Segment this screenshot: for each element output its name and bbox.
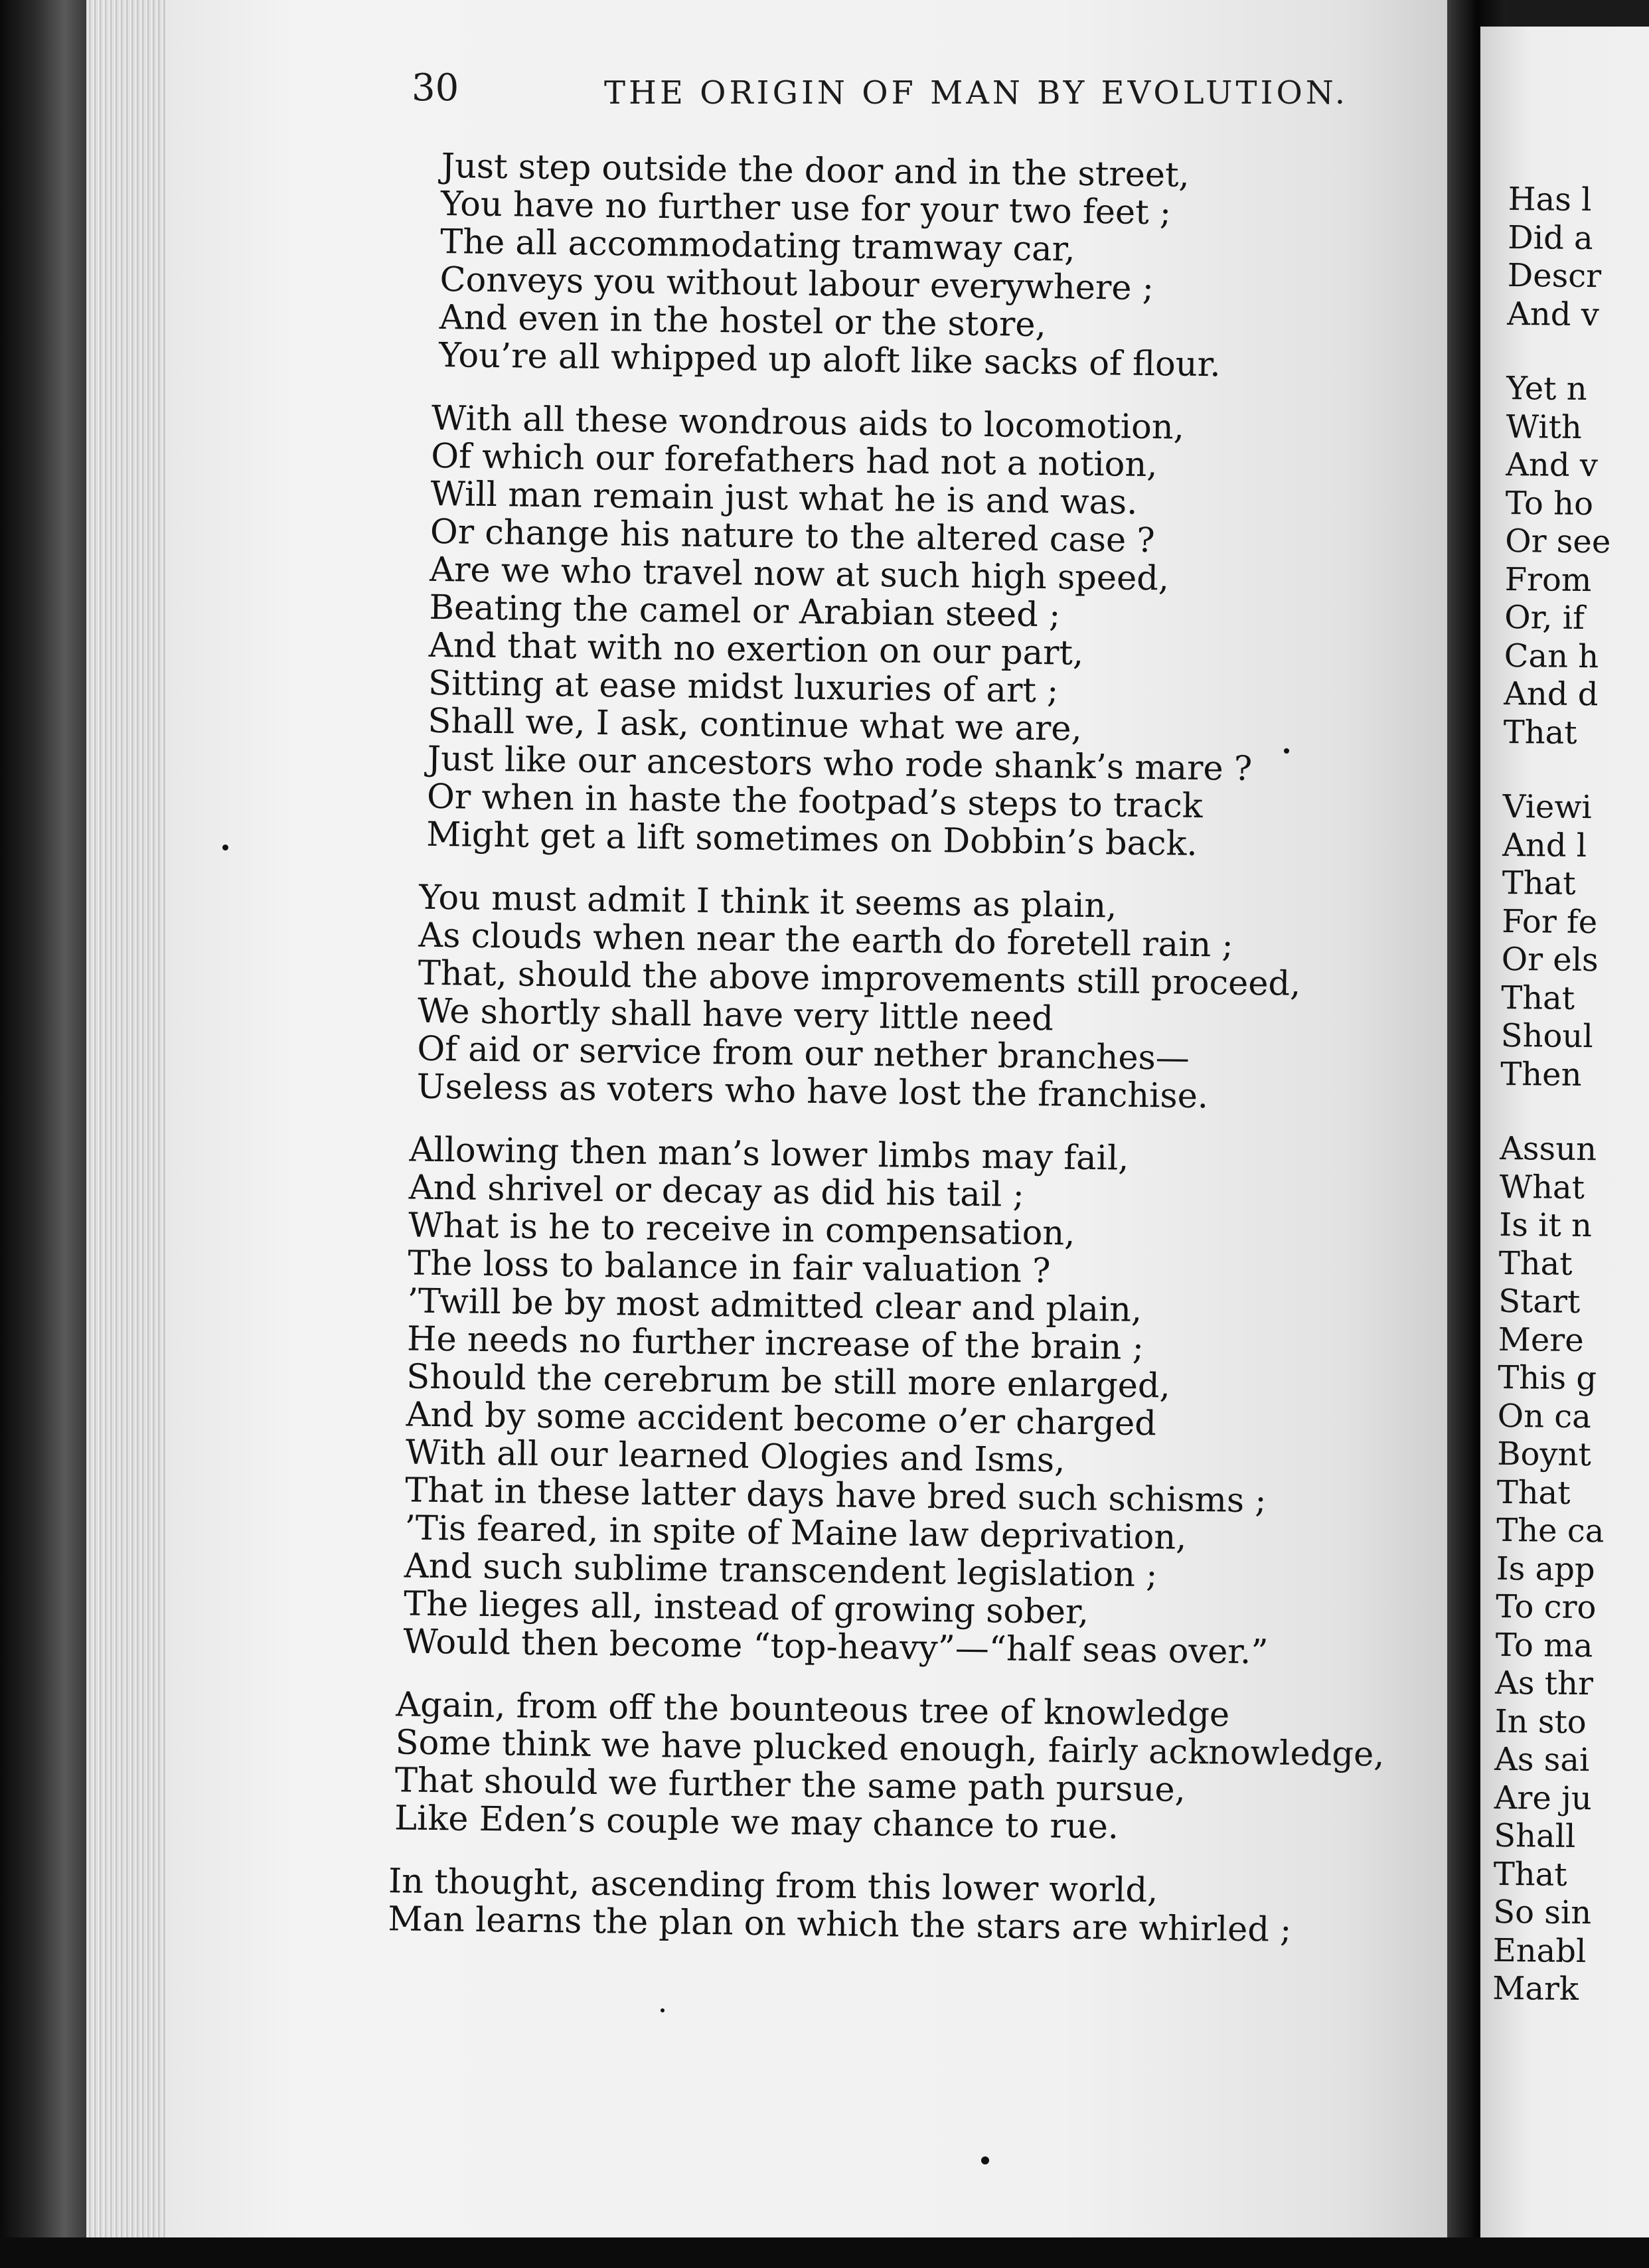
- ink-speck: [222, 845, 228, 850]
- facing-line: To ma: [1495, 1626, 1593, 1664]
- facing-page: [1480, 27, 1649, 2237]
- page-number: 30: [412, 66, 459, 110]
- facing-line: From: [1504, 560, 1592, 599]
- facing-line: Did a: [1508, 218, 1593, 257]
- facing-line: Boynt: [1497, 1435, 1592, 1474]
- poem-line: Sitting at ease midst luxuries of art ;: [428, 663, 1059, 711]
- facing-line: This g: [1498, 1358, 1597, 1398]
- poem-line: You’re all whipped up aloft like sacks of flour.: [438, 335, 1221, 385]
- poem-line: And that with no exertion on our part,: [428, 625, 1084, 673]
- facing-page-text: [1492, 181, 1616, 2009]
- facing-line: Yet n: [1506, 369, 1587, 408]
- poem-line: You must admit I think it seems as plain,: [418, 878, 1117, 926]
- poem-line: Might get a lift sometimes on Dobbin’s back.: [426, 815, 1198, 864]
- poem-line: Some think we have plucked enough, fairly acknowledge,: [395, 1723, 1385, 1775]
- running-head: THE ORIGIN OF MAN BY EVOLUTION.: [604, 74, 1348, 112]
- facing-line: Or els: [1501, 940, 1599, 979]
- facing-line: As thr: [1495, 1664, 1594, 1703]
- poem-line: That should we further the same path pursue,: [394, 1761, 1186, 1810]
- poem-line: ’Tis feared, in spite of Maine law deprivation,: [404, 1508, 1187, 1558]
- stanza: [388, 1862, 1456, 1951]
- facing-line: That: [1501, 979, 1575, 1017]
- poem-line: Of aid or service from our nether branches—: [417, 1029, 1190, 1078]
- poem-line: And by some accident become o’er charged: [406, 1395, 1157, 1444]
- poem-line: Will man remain just what he is and was.: [430, 474, 1138, 523]
- facing-line: On ca: [1497, 1397, 1592, 1435]
- stanza: [394, 1686, 1458, 1850]
- poem-line: Shall we, I ask, continue what we are,: [428, 701, 1083, 749]
- facing-line: Has l: [1508, 181, 1592, 219]
- poem-line: Or when in haste the footpad’s steps to track: [426, 777, 1203, 827]
- facing-line: And d: [1504, 675, 1599, 714]
- poem-line: With all these wondrous aids to locomotion,: [431, 398, 1185, 447]
- facing-line: So sin: [1492, 1893, 1592, 1932]
- poem-line: That, should the above improvements still proceed,: [418, 953, 1301, 1004]
- facing-line: And v: [1507, 295, 1600, 333]
- facing-line: What: [1499, 1168, 1585, 1206]
- facing-line: Assun: [1500, 1129, 1597, 1169]
- facing-line: Are ju: [1494, 1779, 1593, 1817]
- stanza: [426, 400, 1474, 866]
- poem-line: And such sublime transcendent legislation ;: [404, 1546, 1158, 1595]
- page-edges: [86, 0, 166, 2268]
- poem-line: He needs no further increase of the brain ;: [406, 1319, 1144, 1368]
- poem-line: You have no further use for your two feet ;: [440, 184, 1172, 233]
- facing-line: Is app: [1496, 1550, 1595, 1588]
- facing-line: In sto: [1494, 1702, 1587, 1741]
- scan-border: [0, 2237, 1649, 2268]
- poem-line: Useless as voters who have lost the franchise.: [416, 1067, 1209, 1117]
- poem-line: Just step outside the door and in the street,: [441, 147, 1190, 195]
- poem-line: Just like our ancestors who rode shank’s mare ?: [427, 739, 1253, 789]
- stanza: [416, 879, 1468, 1119]
- ink-speck: [1284, 748, 1289, 754]
- facing-line: Then: [1500, 1055, 1582, 1094]
- page-header: [0, 66, 1649, 120]
- poem-line: Are we who travel now at such high speed,: [429, 550, 1170, 599]
- ink-speck: [981, 2156, 989, 2164]
- facing-line: That: [1498, 1244, 1573, 1283]
- poem-line: Would then become “top-heavy”—“half seas over.”: [403, 1622, 1269, 1672]
- facing-line: That: [1496, 1473, 1571, 1512]
- poem-line: That in these latter days have bred such schisms ;: [404, 1471, 1267, 1521]
- poem-line: Or change his nature to the altered case ?: [430, 512, 1156, 561]
- facing-line: Shoul: [1500, 1016, 1593, 1056]
- poem-line: And even in the hostel or the store,: [439, 297, 1047, 345]
- stanza: [439, 147, 1477, 387]
- poem-line: And shrivel or decay as did his tail ;: [408, 1168, 1025, 1215]
- facing-line: Mere: [1498, 1321, 1584, 1359]
- facing-line: Viewi: [1502, 787, 1593, 827]
- facing-line: And v: [1506, 446, 1599, 485]
- facing-line: Mark: [1492, 1969, 1579, 2008]
- facing-line: Is it n: [1499, 1206, 1593, 1245]
- facing-line: Start: [1498, 1282, 1581, 1321]
- facing-line: Can h: [1504, 637, 1599, 675]
- facing-line: Enabl: [1492, 1931, 1587, 1970]
- poem-line: As clouds when near the earth do foretell rain ;: [418, 916, 1234, 965]
- facing-line: That: [1503, 713, 1577, 752]
- poem-line: In thought, ascending from this lower world,: [388, 1862, 1158, 1911]
- facing-line: The ca: [1496, 1511, 1605, 1550]
- facing-line: To cro: [1496, 1587, 1597, 1627]
- facing-line: That: [1493, 1855, 1567, 1894]
- poem-line: Man learns the plan on which the stars are whirled ;: [388, 1900, 1292, 1950]
- poem-line: The lieges all, instead of growing sober,: [403, 1584, 1089, 1633]
- poem-body: [388, 147, 1477, 1977]
- poem-line: What is he to receive in compensation,: [408, 1206, 1075, 1254]
- facing-line: With: [1506, 408, 1583, 446]
- facing-line: For fe: [1502, 902, 1598, 941]
- poem-line: We shortly shall have very little need: [417, 991, 1054, 1039]
- facing-line: As sai: [1494, 1740, 1590, 1779]
- poem-line: ’Twill be by most admitted clear and plain,: [407, 1281, 1142, 1331]
- poem-line: With all our learned Ologies and Isms,: [405, 1433, 1065, 1481]
- facing-line: Or see: [1505, 522, 1611, 561]
- poem-line: The all accommodating tramway car,: [439, 222, 1075, 270]
- facing-line: Descr: [1507, 256, 1602, 295]
- stanza: [403, 1131, 1465, 1674]
- poem-line: Conveys you without labour everywhere ;: [439, 260, 1154, 309]
- poem-line: Allowing then man’s lower limbs may fail,: [409, 1130, 1129, 1178]
- facing-line: To ho: [1505, 484, 1594, 523]
- facing-line: That: [1502, 864, 1576, 902]
- poem-line: Beating the camel or Arabian steed ;: [429, 588, 1061, 635]
- book-binding: [0, 0, 86, 2268]
- poem-line: Should the cerebrum be still more enlarged,: [406, 1357, 1171, 1406]
- facing-line: Or, if: [1504, 598, 1585, 637]
- poem-line: The loss to balance in fair valuation ?: [408, 1244, 1051, 1291]
- poem-line: Like Eden’s couple we may chance to rue.: [394, 1799, 1119, 1847]
- ink-speck: [661, 2008, 665, 2012]
- poem-line: Of which our forefathers had not a notion,: [430, 436, 1158, 485]
- poem-line: Again, from off the bounteous tree of knowledge: [395, 1685, 1230, 1735]
- facing-line: And l: [1502, 826, 1587, 864]
- facing-line: Shall: [1494, 1817, 1576, 1855]
